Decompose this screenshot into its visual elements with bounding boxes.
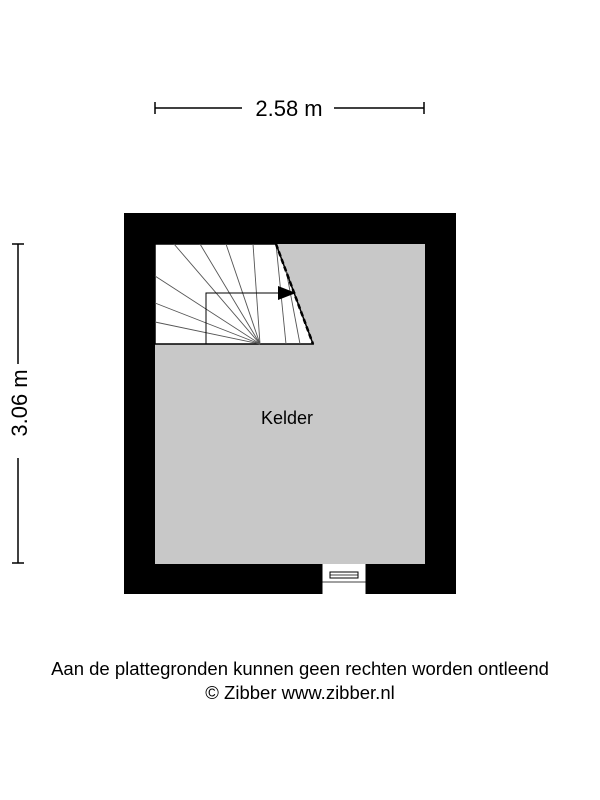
- height-dimension-label: 3.06 m: [7, 369, 32, 437]
- room-label: Kelder: [260, 408, 314, 428]
- width-dimension-label: 2.58 m: [255, 96, 323, 121]
- disclaimer-text: Aan de plattegronden kunnen geen rechten worden ontleend: [51, 658, 549, 679]
- height-dimension: [7, 244, 32, 563]
- width-dimension: [155, 96, 424, 121]
- window: [322, 564, 366, 594]
- copyright-text: © Zibber www.zibber.nl: [205, 682, 395, 703]
